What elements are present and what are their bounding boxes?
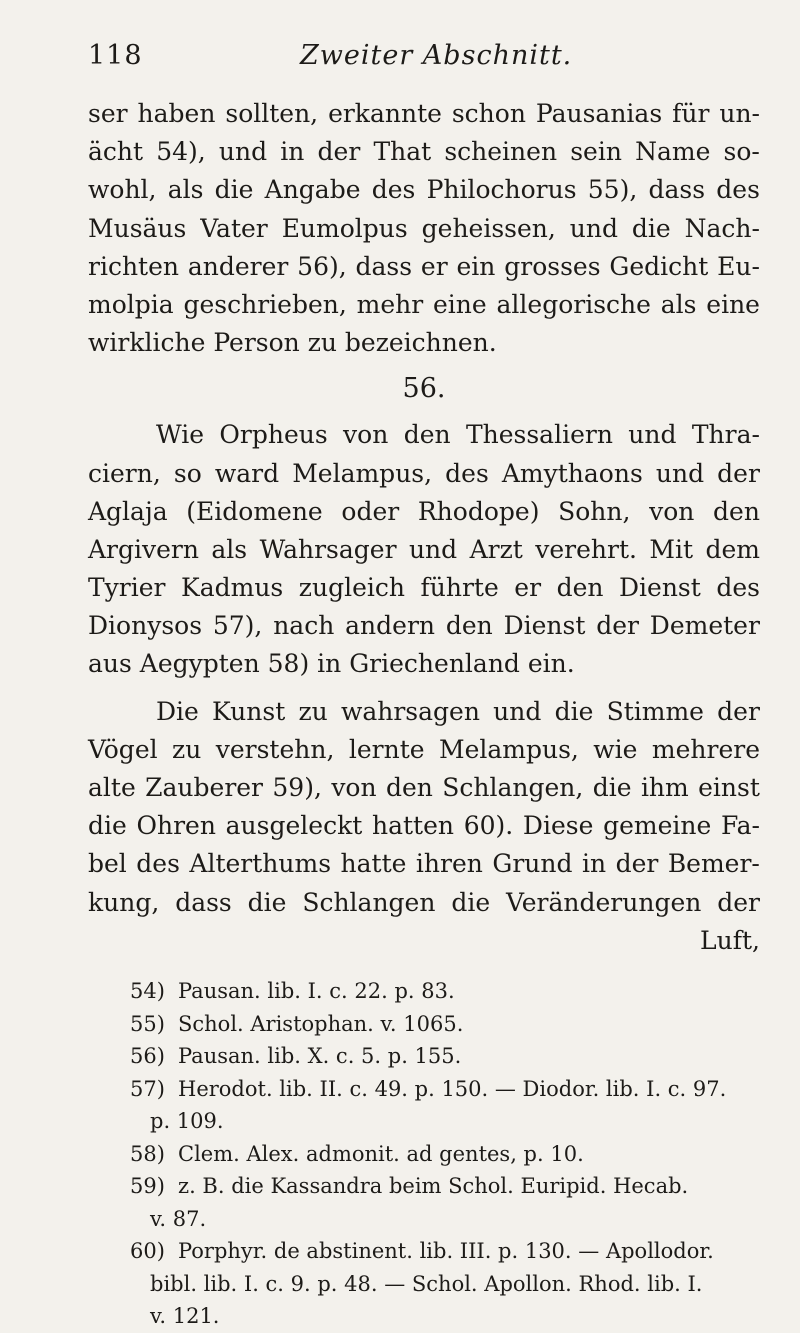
footnote-continuation: p. 109. [150,1109,224,1133]
paragraph-3 [88,693,760,960]
text-line: ächt 54), und in der That scheinen sein Name so- [88,137,760,167]
text-line: bel des Alterthums hatte ihren Grund in der Bemer- [88,849,760,879]
page-number: 118 [88,40,143,71]
paragraph-1 [88,95,760,362]
text-line: alte Zauberer 59), von den Schlangen, die ihm einst [88,773,760,802]
footnote-number: 54) [130,979,165,1003]
text-line: wirkliche Person zu bezeichnen. [88,328,497,358]
text-line: molpia geschrieben, mehr eine allegorische als eine [88,289,760,319]
text-line: die Ohren ausgeleckt hatten 60). Diese gemeine Fa- [88,811,760,841]
footnote-number: 56) [130,1044,165,1068]
footnote-text: Porphyr. de abstinent. lib. III. p. 130. — Apollodor. [178,1239,714,1263]
text-line: kung, dass die Schlangen die Veränderungen der [88,887,760,917]
catchword: Luft, [700,925,760,955]
footnote [130,1235,766,1268]
footnote [130,1040,766,1073]
footnote [130,1008,766,1041]
footnote-text: Pausan. lib. X. c. 5. p. 155. [178,1044,462,1068]
footnote [130,1073,766,1106]
footnote-text: Clem. Alex. admonit. ad gentes, p. 10. [178,1141,584,1166]
footnote-number: 58) [130,1141,165,1166]
text-line: Die Kunst zu wahrsagen und die Stimme der [156,696,760,726]
footnote-continuation: bibl. lib. I. c. 9. p. 48. — Schol. Apollon. Rhod. lib. I. [150,1271,703,1296]
body-text [88,95,760,960]
text-line: aus Aegypten 58) in Griechenland ein. [88,649,575,679]
text-line: Musäus Vater Eumolpus geheissen, und die Nach- [88,213,760,243]
footnote-continuation: v. 121. [150,1304,220,1328]
footnote-continuation: v. 87. [150,1206,207,1231]
footnote-text: z. B. die Kassandra beim Schol. Euripid. Hecab. [178,1174,689,1198]
text-line: ser haben sollten, erkannte schon Pausanias für un- [88,99,760,128]
text-line: Wie Orpheus von den Thessaliern und Thra- [156,420,760,450]
section-heading: 56. [402,373,446,405]
running-head: Zweiter Abschnitt. [300,40,573,71]
text-line: wohl, als die Angabe des Philochorus 55), dass des [88,175,760,205]
footnote-text: Schol. Aristophan. v. 1065. [178,1011,464,1036]
text-line: richten anderer 56), dass er ein grosses Gedicht Eu- [88,251,760,281]
footnote-number: 55) [130,1011,165,1036]
footnote-text: Herodot. lib. II. c. 49. p. 150. — Diodor. lib. I. c. 97. [178,1076,727,1101]
footnote-number: 57) [130,1076,165,1101]
page-header [88,40,748,80]
footnote [130,975,766,1008]
text-line: ciern, so ward Melampus, des Amythaons und der [88,458,760,488]
paragraph-2 [88,416,760,683]
text-line: Aglaja (Eidomene oder Rhodope) Sohn, von den [88,496,760,526]
footnote-number: 59) [130,1174,165,1198]
footnote [130,1170,766,1203]
footnotes [130,975,766,1333]
text-line: Vögel zu verstehn, lernte Melampus, wie mehrere [88,734,760,764]
text-line: Dionysos 57), nach andern den Dienst der Demeter [88,611,760,641]
footnote [130,1138,766,1171]
text-line: Argivern als Wahrsager und Arzt verehrt. Mit dem [88,534,760,564]
footnote-text: Pausan. lib. I. c. 22. p. 83. [178,979,455,1003]
footnote-number: 60) [130,1239,165,1263]
text-line: Tyrier Kadmus zugleich führte er den Dienst des [88,573,760,603]
